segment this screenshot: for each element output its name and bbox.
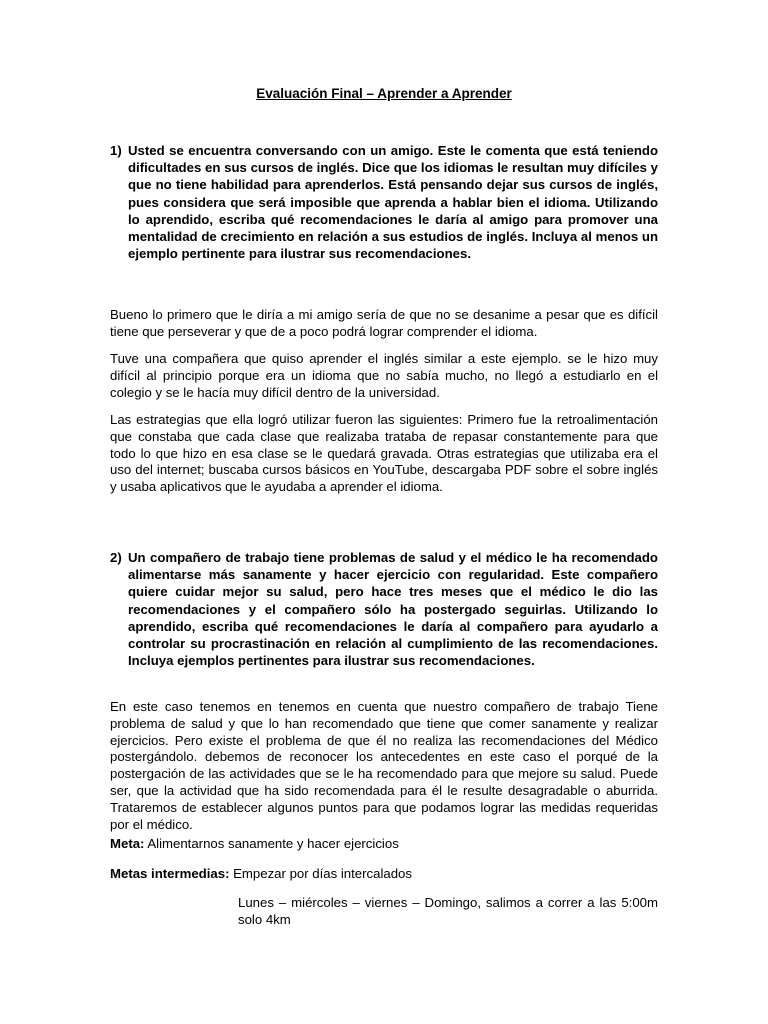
question-2-number: 2): [110, 550, 122, 565]
question-2-text: Un compañero de trabajo tiene problemas de salud y el médico le ha recomendado alimentarse más sanamente y hacer ejercicio con regularidad. Este compañero quiere cuidar mejor su salud, pero hace tres meses que el médico le dio las recomendaciones y el compañero sólo ha postergado seguirlas. Utilizando lo aprendido, escriba qué recomendaciones le daría al compañero para ayudarlo a controlar su procrastinación en relación al cumplimiento de las recomendaciones. Incluya ejemplos pertinentes para ilustrar sus recomendaciones.: [128, 550, 658, 669]
question-2: [110, 549, 658, 669]
answer-1-paragraph-3: Las estrategias que ella logró utilizar fueron las siguientes: Primero fue la retroalimentación que constaba que cada clase que realizaba trataba de repasar constantemente para que todo lo que hizo en esa clase se le quedará gravada. Otras estrategias que utilizaba era el uso del internet; buscaba cursos básicos en YouTube, descargaba PDF sobre el sobre inglés y usaba aplicativos que le ayudaba a aprender el idioma.: [110, 412, 658, 495]
question-1: [110, 142, 658, 262]
answer-1-paragraph-2: Tuve una compañera que quiso aprender el inglés similar a este ejemplo. se le hizo muy difícil al principio porque era un idioma que no sabía mucho, no llegó a estudiarlo en el colegio y se le hacía muy difícil dentro de la universidad.: [110, 351, 658, 400]
meta-value: Alimentarnos sanamente y hacer ejercicios: [144, 836, 399, 851]
meta-label: Meta:: [110, 836, 145, 851]
answer-2-paragraph: En este caso tenemos en tenemos en cuenta que nuestro compañero de trabajo Tiene problema de salud y que lo han recomendado que tiene que comer sanamente y realizar ejercicios. Pero existe el problema de que él no realiza las recomendaciones del Médico postergándolo. debemos de reconocer los antecedentes en este caso el porqué de la postergación de las actividades que se le ha recomendado para que mejore su salud. Puede ser, que la actividad que ha sido recomendada para él le resulte desagradable o aburrida. Trataremos de establecer algunos puntos para que podamos lograr las medidas requeridas por el médico.: [110, 699, 658, 832]
document-title: Evaluación Final – Aprender a Aprender: [256, 86, 512, 101]
answer-1-paragraph-1: Bueno lo primero que le diría a mi amigo sería de que no se desanime a pesar que es difícil tiene que perseverar y que de a poco podrá lograr comprender el idioma.: [110, 307, 658, 339]
metas-intermedias-value: Empezar por días intercalados: [229, 866, 412, 881]
metas-intermedias-label: Metas intermedias:: [110, 866, 230, 881]
schedule-text: Lunes – miércoles – viernes – Domingo, salimos a correr a las 5:00m solo 4km: [238, 895, 658, 927]
metas-intermedias-line: [110, 866, 412, 883]
question-1-number: 1): [110, 143, 122, 158]
meta-line: [110, 836, 399, 853]
question-1-text: Usted se encuentra conversando con un amigo. Este le comenta que está teniendo dificultades en sus cursos de inglés. Dice que los idiomas le resultan muy difíciles y que no tiene habilidad para aprenderlos. Está pensando dejar sus cursos de inglés, pues considera que será imposible que aprenda a hablar bien el idioma. Utilizando lo aprendido, escriba qué recomendaciones le daría al amigo para promover una mentalidad de crecimiento en relación a sus estudios de inglés. Incluya al menos un ejemplo pertinente para ilustrar sus recomendaciones.: [128, 143, 658, 262]
